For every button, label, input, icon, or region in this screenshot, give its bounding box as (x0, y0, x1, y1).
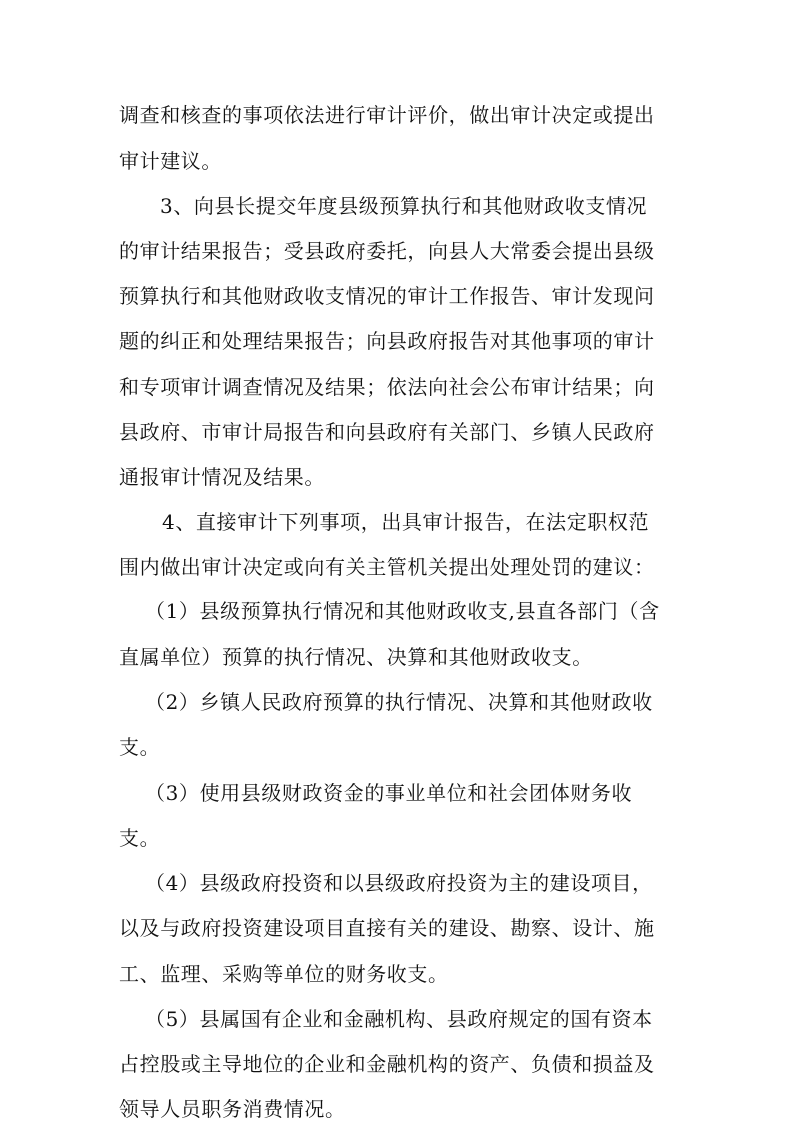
text-line: 工、监理、采购等单位的财务收支。 (119, 962, 449, 986)
text-line: 3、向县长提交年度县级预算执行和其他财政收支情况 (160, 194, 648, 218)
text-line: 围内做出审计决定或向有关主管机关提出处理处罚的建议： (119, 555, 655, 579)
text-line: 调查和核查的事项依法进行审计评价，做出审计决定或提出 (119, 103, 655, 127)
text-line: 题的纠正和处理结果报告；向县政府报告对其他事项的审计 (119, 329, 655, 353)
text-line: 占控股或主导地位的企业和金融机构的资产、负债和损益及 (119, 1052, 655, 1076)
text-line: 支。 (119, 735, 161, 759)
text-line: （1）县级预算执行情况和其他财政收支,县直各部门（含 (145, 599, 660, 623)
text-line: 审计建议。 (119, 149, 222, 173)
text-line: （3）使用县级财政资金的事业单位和社会团体财务收 (145, 781, 633, 805)
text-line: （4）县级政府投资和以县级政府投资为主的建设项目， (145, 871, 653, 895)
text-line: 支。 (119, 826, 161, 850)
text-line: （5）县属国有企业和金融机构、县政府规定的国有资本 (145, 1007, 653, 1031)
text-line: 县政府、市审计局报告和向县政府有关部门、乡镇人民政府 (119, 420, 655, 444)
text-line: 的审计结果报告；受县政府委托，向县人大常委会提出县级 (119, 239, 655, 263)
text-line: 预算执行和其他财政收支情况的审计工作报告、审计发现问 (119, 284, 655, 308)
text-line: 4、直接审计下列事项，出具审计报告，在法定职权范 (162, 510, 650, 534)
text-line: 和专项审计调查情况及结果；依法向社会公布审计结果；向 (119, 375, 655, 399)
text-line: 以及与政府投资建设项目直接有关的建设、勘察、设计、施 (119, 916, 655, 940)
text-line: （2）乡镇人民政府预算的执行情况、决算和其他财政收 (145, 690, 653, 714)
text-line: 领导人员职务消费情况。 (119, 1097, 346, 1121)
text-line: 直属单位）预算的执行情况、决算和其他财政收支。 (119, 645, 593, 669)
text-line: 通报审计情况及结果。 (119, 465, 325, 489)
